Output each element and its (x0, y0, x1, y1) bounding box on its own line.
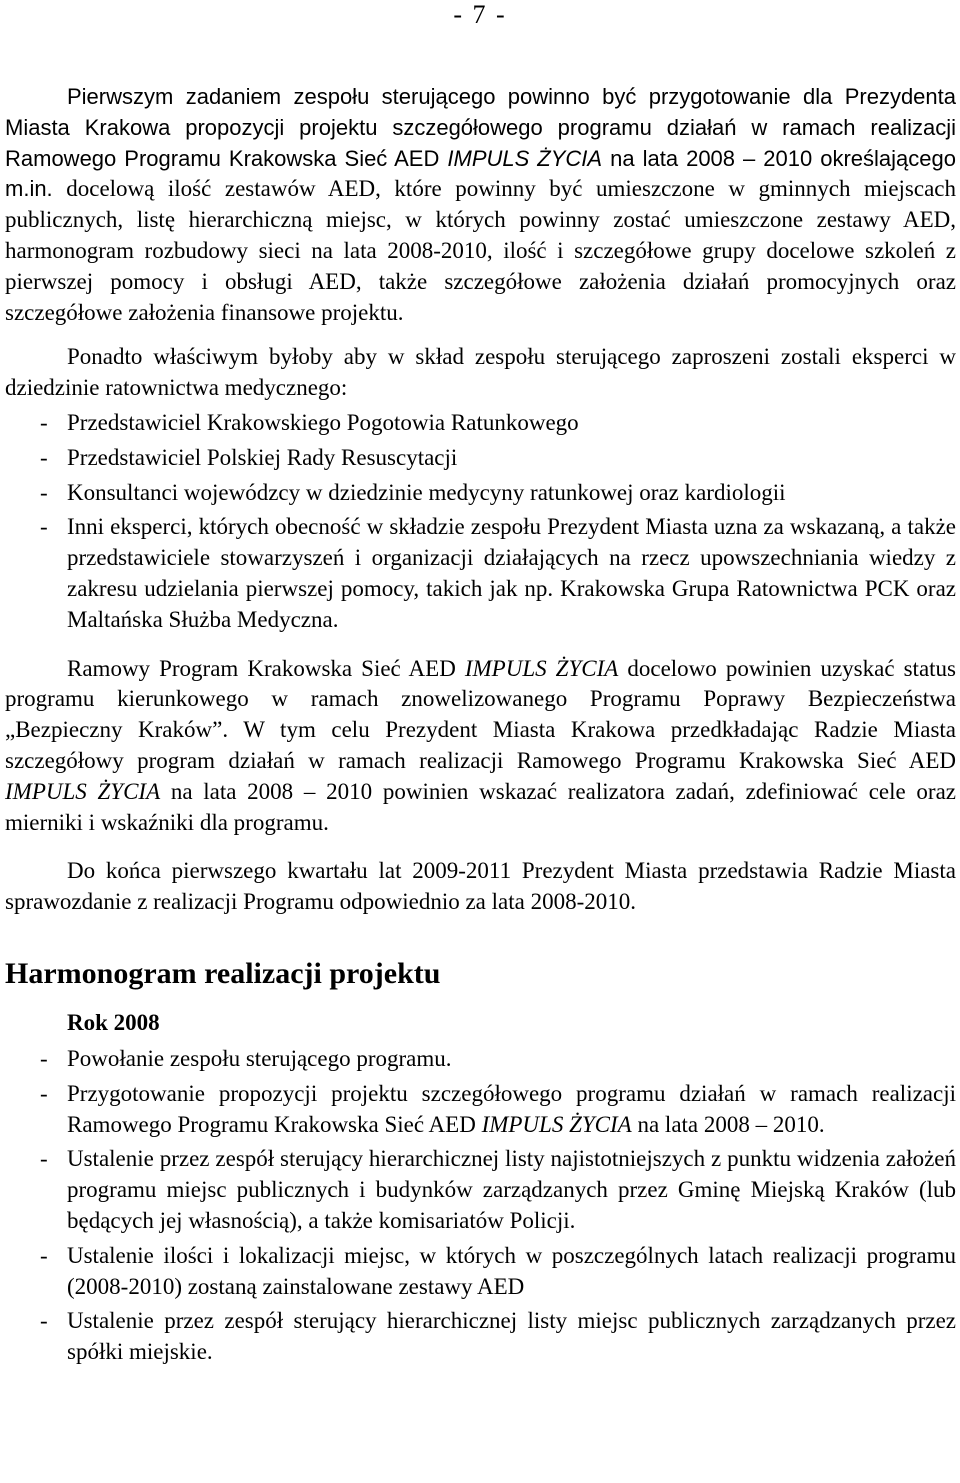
list-item: - Konsultanci wojewódzcy w dziedzinie medycyny ratunkowej oraz kardiologii (40, 479, 786, 505)
list-item: - Ustalenie przez zespół sterujący hierarchicznej listy miejsc publicznych zarządzanych przez spółki miejskie. (40, 1308, 956, 1365)
paragraph-steering-team-task (5, 82, 956, 328)
list-item: - Powołanie zespołu sterującego programu. (40, 1045, 452, 1071)
paragraph-text: Pierwszym zadaniem zespołu sterującego powinno być przygotowanie dla Prezydenta Miasta Krakowa propozycji projektu szczegółowego programu działań w ramach realizacji Ramowego Programu Krakowska Sieć AED (5, 84, 956, 171)
paragraph-reporting: Do końca pierwszego kwartału lat 2009-2011 Prezydent Miasta przedstawia Radzie Miasta sprawozdanie z realizacji Programu odpowiednio za lata 2008-2010. (5, 858, 956, 915)
document-body (5, 82, 956, 1372)
list-item: - Przedstawiciel Krakowskiego Pogotowia Ratunkowego (40, 409, 579, 435)
program-name: IMPULS ŻYCIA (5, 778, 161, 804)
list-item: - Ustalenie ilości i lokalizacji miejsc, w których w poszczególnych latach realizacji programu (2008-2010) zostaną zainstalowane zestawy AED (40, 1242, 956, 1299)
list-item: - Przedstawiciel Polskiej Rady Resuscytacji (40, 444, 458, 470)
paragraph-program-status: Ramowy Program Krakowska Sieć AED IMPULS ŻYCIA docelowo powinien uzyskać status programu kierunkowego w ramach znowelizowanego Programu Poprawy Bezpieczeństwa „Bezpieczny Kraków”. W tym celu Prezydent Miasta Krakowa przedkładając Radzie Miasta szczegółowy program działań w ramach realizacji Ramowego Programu Krakowska Sieć AED IMPULS ŻYCIA na lata 2008 – 2010 powinien wskazać realizatora zadań, zdefiniować cele oraz mierniki i wskaźniki dla programu. (5, 655, 957, 835)
list-item: - Inni eksperci, których obecność w składzie zespołu Prezydent Miasta uzna za wskazaną, a także przedstawiciele stowarzyszeń i organizacji działających na rzecz upowszechniania wiedzy z zakresu udzielania pierwszej pomocy, takich jak np. Krakowska Grupa Ratownictwa PCK oraz Maltańska Służba Medyczna. (40, 514, 956, 632)
section-heading: Harmonogram realizacji projektu (5, 956, 441, 990)
list-item: - Przygotowanie propozycji projektu szczegółowego programu działań w ramach realizacji Ramowego Programu Krakowska Sieć AED IMPULS ŻYCIA na lata 2008 – 2010. (40, 1080, 956, 1137)
program-name: IMPULS ŻYCIA (464, 655, 619, 681)
year-heading: Rok 2008 (67, 1009, 160, 1035)
page-number: - 7 - (453, 0, 507, 29)
paragraph-experts-intro: Ponadto właściwym byłoby aby w skład zespołu sterującego zaproszeni zostali eksperci w dziedzinie ratownictwa medycznego: (5, 344, 956, 401)
program-name: IMPULS ŻYCIA (481, 1111, 632, 1137)
schedule-list (5, 1044, 956, 1368)
list-item: - Ustalenie przez zespół sterujący hierarchicznej listy najistotniejszych z punktu widzenia założeń programu miejsc publicznych i budynków zarządzanych przez Gminę Miejską Kraków (lub będących jej własnością), a także komisariatów Policji. (40, 1146, 956, 1233)
paragraph-text: docelową ilość zestawów AED, które powinny być umieszczone w gminnych miejscach publicznych, listę hierarchiczną miejsc, w których powinny zostać umieszczone zestawy AED, harmonogram rozbudowy sieci na lata 2008-2010, ilość i szczegółowe grupy docelowe szkoleń z pierwszej pomocy i obsługi AED, także szczegółowe założenia działań promocyjnych oraz szczegółowe założenia finansowe projektu. (5, 176, 956, 325)
program-name: IMPULS ŻYCIA (447, 145, 603, 171)
experts-list (5, 408, 956, 636)
paragraph-text: na lata 2008 – 2010 określającego m.in. (5, 145, 956, 202)
